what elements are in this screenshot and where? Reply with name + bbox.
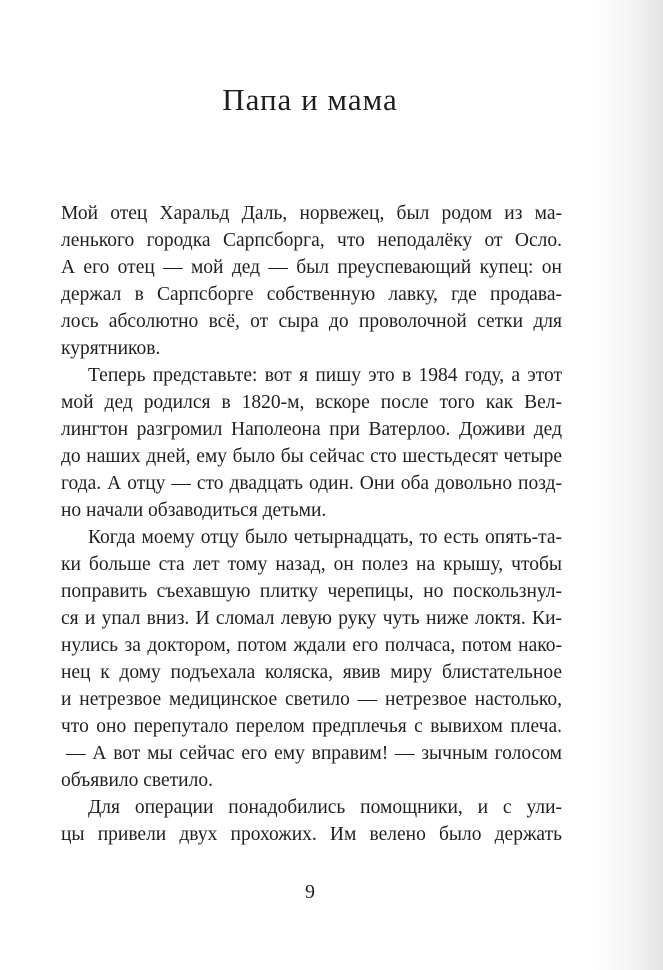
text-line: ленького городка Сарпсборга, что неподалёку от Осло. [61,230,562,251]
text-line: Мой отец Харальд Даль, норвежец, был родом из ма- [61,203,562,224]
text-line: держал в Сарпсборге собственную лавку, где продава- [61,284,562,305]
text-line: года. А отцу — сто двадцать один. Они оба довольно позд- [61,473,562,494]
chapter-title: Папа и мама [222,82,398,117]
text-line: нец к дому подъехала коляска, явив миру блистательное [61,662,562,683]
text-line: лингтон разгромил Наполеона при Ватерлоо. Доживи дед [61,419,562,440]
text-line: А его отец — мой дед — был преуспевающий купец: он [61,257,562,278]
text-line: что оно перепутало перелом предплечья с вывихом плеча. [61,716,562,737]
page-number: 9 [305,881,315,903]
text-line: лось абсолютно всё, от сыра до проволочной сетки для [61,311,562,332]
text-line: ки больше ста лет тому назад, он полез на крышу, чтобы [61,554,562,575]
text-line: Теперь представьте: вот я пишу это в 1984 году, а этот [88,365,562,386]
text-line: мой дед родился в 1820-м, вскоре после того как Вел- [61,392,562,413]
text-line: Когда моему отцу было четырнадцать, то есть опять-та- [88,527,562,548]
text-line: ся и упал вниз. И сломал левую руку чуть ниже локтя. Ки- [61,608,562,629]
text-line: цы привели двух прохожих. Им велено было держать [61,824,562,845]
text-line: и нетрезвое медицинское светило — нетрезвое настолько, [61,689,562,710]
text-line: нулись за доктором, потом ждали его полчаса, потом нако- [61,635,562,656]
text-line: Для операции понадобились помощники, и с ули- [88,797,562,818]
page-gutter-shadow [593,0,663,970]
text-line: — А вот мы сейчас его ему вправим! — зычным голосом [66,743,562,764]
text-line: до наших дней, ему было бы сейчас сто шестьдесят четыре [61,446,562,467]
text-line: объявило светило. [61,770,213,791]
text-line: но начали обзаводиться детьми. [61,500,327,521]
text-line: курятников. [61,338,161,359]
text-line: поправить съехавшую плитку черепицы, но поскользнул- [61,581,562,602]
